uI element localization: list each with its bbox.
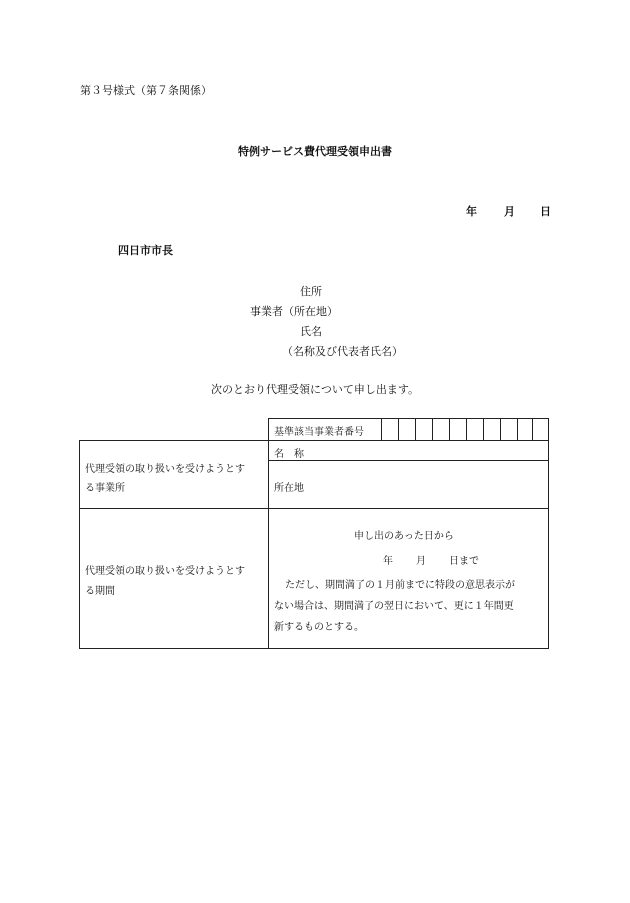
applicant-business-label: 事業者（所在地）	[250, 305, 338, 318]
table-border-bottom	[79, 648, 549, 649]
date-month-label: 月	[504, 205, 515, 218]
applicant-address-label: 住所	[300, 285, 322, 298]
form-number-label: 第３号様式（第７条関係）	[80, 84, 212, 97]
period-end-day: 日まで	[449, 556, 479, 567]
office-location-field-label: 所在地	[274, 483, 304, 494]
office-row-label-line2: る事業所	[85, 483, 125, 494]
period-end-month: 月	[416, 556, 426, 567]
digit-box-divider	[398, 418, 399, 440]
applicant-name-sub-label: （名称及び代表者氏名）	[282, 345, 403, 358]
applicant-name-label: 氏名	[300, 325, 322, 338]
digit-box-divider	[483, 418, 484, 440]
period-end-year: 年	[383, 556, 393, 567]
digit-box-divider	[466, 418, 467, 440]
office-name-field-label: 名 称	[274, 449, 304, 460]
table-border-period-top	[79, 508, 549, 509]
digit-box-divider	[532, 418, 533, 440]
table-border-top	[268, 418, 549, 419]
table-border-office-top	[79, 440, 549, 441]
digit-box-divider	[415, 418, 416, 440]
period-note-line3: 新するものとする。	[274, 622, 364, 633]
period-row-label-line1: 代理受領の取り扱いを受けようとす	[85, 566, 245, 577]
standard-number-label: 基準該当事業者番号	[274, 427, 364, 438]
digit-box-divider	[381, 418, 382, 440]
office-row-label-line1: 代理受領の取り扱いを受けようとす	[85, 464, 245, 475]
digit-box-divider	[500, 418, 501, 440]
document-title: 特例サービス費代理受領申出書	[238, 145, 392, 158]
table-border-right	[548, 418, 549, 649]
intro-text: 次のとおり代理受領について申し出ます。	[211, 383, 419, 396]
date-year-label: 年	[466, 205, 477, 218]
digit-box-divider	[432, 418, 433, 440]
digit-box-divider	[517, 418, 518, 440]
addressee: 四日市市長	[118, 244, 173, 257]
table-border-name-location	[268, 460, 549, 461]
period-note-line2: ない場合は、期間満了の翌日において、更に１年間更	[274, 601, 514, 612]
table-border-left	[79, 440, 80, 649]
period-note-line1: ただし、期間満了の１月前までに特段の意思表示が	[285, 580, 515, 591]
period-row-label-line2: る期間	[85, 586, 115, 597]
digit-box-divider	[449, 418, 450, 440]
date-day-label: 日	[540, 205, 551, 218]
period-start-text: 申し出のあった日から	[354, 531, 454, 542]
table-border-divider	[268, 418, 269, 649]
